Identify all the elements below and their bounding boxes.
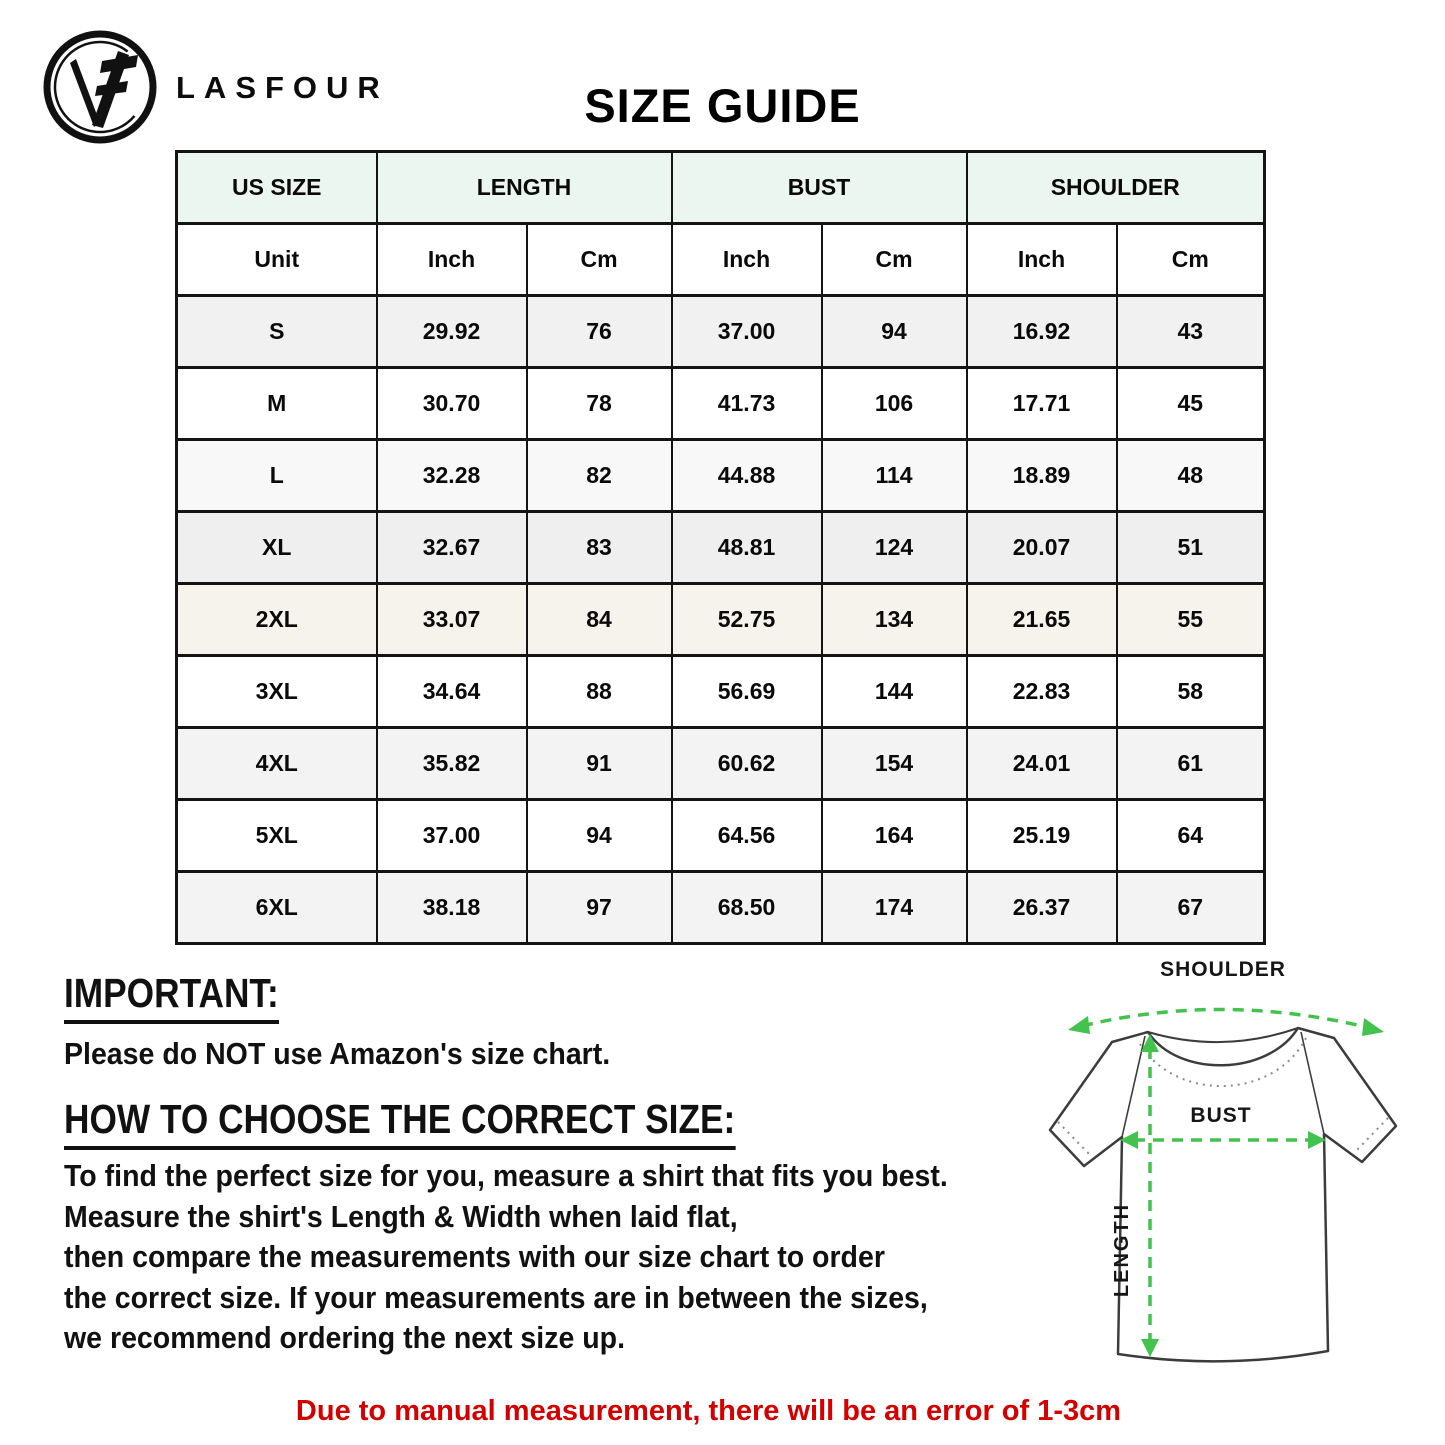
table-row <box>177 872 1265 944</box>
size-cell: 16.92 <box>967 296 1117 368</box>
size-cell: 114 <box>822 440 967 512</box>
size-cell: 134 <box>822 584 967 656</box>
size-cell: 91 <box>527 728 672 800</box>
size-row-label: M <box>177 368 377 440</box>
size-cell: 55 <box>1117 584 1265 656</box>
size-cell: 106 <box>822 368 967 440</box>
size-cell: 58 <box>1117 656 1265 728</box>
unit-cell: Cm <box>1117 224 1265 296</box>
how-to-line: To find the perfect size for you, measure a shirt that fits you best. <box>64 1158 948 1193</box>
size-cell: 25.19 <box>967 800 1117 872</box>
size-cell: 32.28 <box>377 440 527 512</box>
size-cell: 64 <box>1117 800 1265 872</box>
size-cell: 32.67 <box>377 512 527 584</box>
size-cell: 43 <box>1117 296 1265 368</box>
size-row-label: XL <box>177 512 377 584</box>
size-cell: 20.07 <box>967 512 1117 584</box>
shoulder-arrow-icon <box>1082 1009 1370 1028</box>
shoulder-label: SHOULDER <box>1160 958 1286 981</box>
size-cell: 124 <box>822 512 967 584</box>
size-cell: 83 <box>527 512 672 584</box>
size-row-label: 5XL <box>177 800 377 872</box>
size-cell: 154 <box>822 728 967 800</box>
size-cell: 30.70 <box>377 368 527 440</box>
size-cell: 37.00 <box>672 296 822 368</box>
size-cell: 29.92 <box>377 296 527 368</box>
size-cell: 97 <box>527 872 672 944</box>
size-cell: 24.01 <box>967 728 1117 800</box>
size-row-label: 2XL <box>177 584 377 656</box>
table-row <box>177 656 1265 728</box>
column-header-shoulder: SHOULDER <box>967 152 1265 224</box>
size-row-label: S <box>177 296 377 368</box>
size-cell: 35.82 <box>377 728 527 800</box>
unit-cell: Cm <box>527 224 672 296</box>
table-row <box>177 296 1265 368</box>
how-to-line: Measure the shirt's Length & Width when laid flat, <box>64 1198 738 1234</box>
size-cell: 56.69 <box>672 656 822 728</box>
size-cell: 94 <box>822 296 967 368</box>
size-cell: 94 <box>527 800 672 872</box>
size-cell: 18.89 <box>967 440 1117 512</box>
size-cell: 38.18 <box>377 872 527 944</box>
unit-cell: Inch <box>377 224 527 296</box>
size-cell: 37.00 <box>377 800 527 872</box>
important-body: Please do NOT use Amazon's size chart. <box>64 1036 611 1071</box>
bust-label: BUST <box>1190 1104 1252 1127</box>
size-cell: 52.75 <box>672 584 822 656</box>
table-unit-row <box>177 224 1265 296</box>
size-cell: 78 <box>527 368 672 440</box>
size-cell: 88 <box>527 656 672 728</box>
size-cell: 144 <box>822 656 967 728</box>
size-cell: 64.56 <box>672 800 822 872</box>
how-to-heading: HOW TO CHOOSE THE CORRECT SIZE: <box>64 1096 735 1150</box>
how-to-text <box>64 1156 948 1359</box>
size-cell: 26.37 <box>967 872 1117 944</box>
size-row-label: 6XL <box>177 872 377 944</box>
size-row-label: 4XL <box>177 728 377 800</box>
size-cell: 48 <box>1117 440 1265 512</box>
size-cell: 33.07 <box>377 584 527 656</box>
table-row <box>177 800 1265 872</box>
arrowhead-right-icon <box>1362 1018 1384 1036</box>
size-cell: 51 <box>1117 512 1265 584</box>
measurement-disclaimer: Due to manual measurement, there will be an error of 1-3cm <box>295 1395 1122 1427</box>
table-row <box>177 440 1265 512</box>
size-cell: 174 <box>822 872 967 944</box>
size-cell: 34.64 <box>377 656 527 728</box>
how-to-line: we recommend ordering the next size up. <box>64 1320 626 1355</box>
page-title: SIZE GUIDE <box>584 79 861 132</box>
size-cell: 44.88 <box>672 440 822 512</box>
table-header-row <box>177 152 1265 224</box>
table-row <box>177 368 1265 440</box>
unit-cell: Inch <box>672 224 822 296</box>
table-row <box>177 728 1265 800</box>
tshirt-diagram <box>1016 950 1440 1408</box>
size-cell: 164 <box>822 800 967 872</box>
how-to-line: the correct size. If your measurements are in between the sizes, <box>64 1279 928 1315</box>
arrowhead-left-icon <box>1068 1016 1090 1034</box>
table-row <box>177 512 1265 584</box>
size-cell: 68.50 <box>672 872 822 944</box>
size-cell: 41.73 <box>672 368 822 440</box>
unit-cell: Cm <box>822 224 967 296</box>
column-header-length: LENGTH <box>377 152 672 224</box>
size-cell: 82 <box>527 440 672 512</box>
size-cell: 45 <box>1117 368 1265 440</box>
table-row <box>177 584 1265 656</box>
column-header-us-size: US SIZE <box>177 152 377 224</box>
size-cell: 17.71 <box>967 368 1117 440</box>
tshirt-outline <box>1050 1028 1396 1361</box>
unit-cell: Unit <box>177 224 377 296</box>
size-cell: 48.81 <box>672 512 822 584</box>
size-cell: 61 <box>1117 728 1265 800</box>
size-cell: 21.65 <box>967 584 1117 656</box>
size-table-body <box>177 296 1265 944</box>
how-to-line: then compare the measurements with our size chart to order <box>64 1239 885 1274</box>
size-cell: 22.83 <box>967 656 1117 728</box>
size-cell: 76 <box>527 296 672 368</box>
size-cell: 67 <box>1117 872 1265 944</box>
important-heading: IMPORTANT: <box>64 970 279 1024</box>
column-header-bust: BUST <box>672 152 967 224</box>
size-table <box>175 150 1266 945</box>
size-cell: 60.62 <box>672 728 822 800</box>
size-row-label: L <box>177 440 377 512</box>
size-cell: 84 <box>527 584 672 656</box>
brand-name: LASFOUR <box>176 70 389 105</box>
length-label: LENGTH <box>1111 1202 1133 1298</box>
size-row-label: 3XL <box>177 656 377 728</box>
unit-cell: Inch <box>967 224 1117 296</box>
